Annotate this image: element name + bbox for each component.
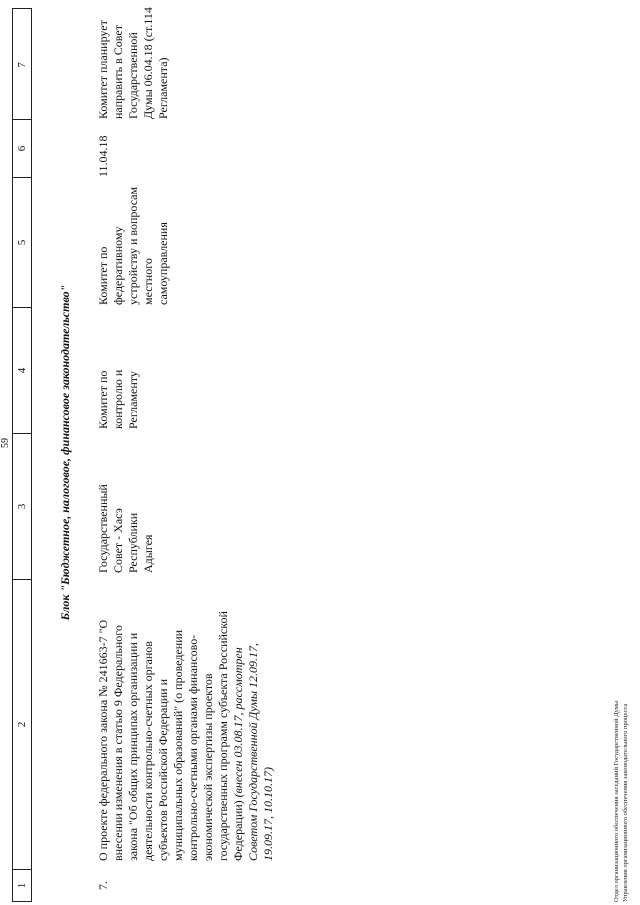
responsible-committee: Комитет по контролю и Регламенту — [96, 369, 140, 429]
table-header-row — [12, 8, 32, 902]
header-cell-4: 4 — [13, 307, 31, 433]
bill-note: (внесен 03.08.17, рассмотрен Советом Государственной Думы 12.09.17, 19.09.17, 10.10.17) — [231, 642, 275, 861]
co-committee: Комитет по федеративному устройству и вопросам местного самоуправления — [96, 186, 170, 305]
header-cell-5: 5 — [13, 177, 31, 307]
date-cell: 11.04.18 — [96, 135, 110, 177]
bill-title-cell — [96, 611, 276, 861]
row-number: 7. — [96, 881, 110, 890]
table-row — [96, 0, 456, 905]
page-number: 59 — [0, 438, 11, 448]
footer-line-2: Управления организационного обеспечения законодательного процесса — [622, 703, 629, 902]
header-cell-1: 1 — [13, 869, 31, 901]
footer-line-1: Отдел организационного обеспечения заседаний Государственной Думы — [613, 700, 620, 902]
note-cell: Комитет планирует направить в Совет Государственной Думы 06.04.18 (ст.114 Регламента) — [96, 7, 170, 119]
block-title: Блок "Бюджетное, налоговое, финансовое законодательство" — [58, 284, 72, 621]
bill-author: Государственный Совет - Хасэ Республики Адыгея — [96, 484, 155, 573]
header-cell-6: 6 — [13, 119, 31, 177]
header-cell-3: 3 — [13, 433, 31, 579]
header-cell-7: 7 — [16, 62, 28, 68]
header-cell-2: 2 — [13, 579, 31, 869]
footer — [612, 302, 630, 902]
bill-title: О проекте федерального закона № 241663-7 "О внесении изменения в статью 9 Федерального закона "Об общих принципах организации и деятельности контрольно-счетных органов субъектов Российской Федерации и муниципальных образований" (о проведении контрольно-счетными органами финансово-экономической экспертизы проектов государственных программ субъекта Российской Федерации) — [96, 611, 245, 861]
